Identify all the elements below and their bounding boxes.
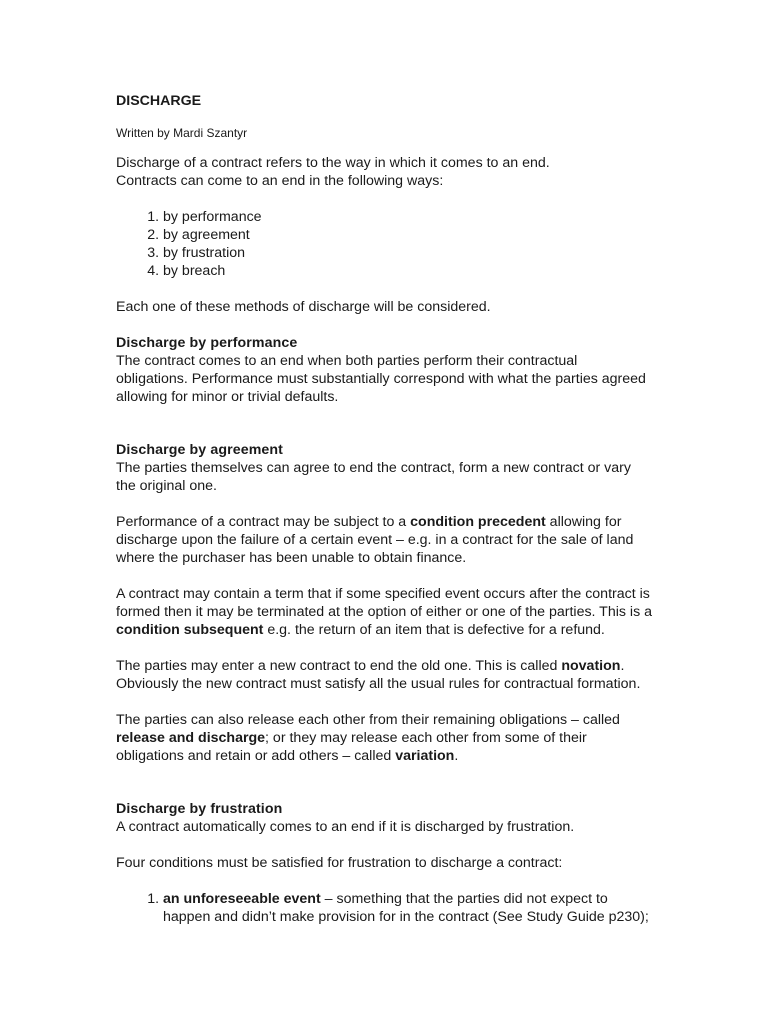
list-item: 1. by performance <box>163 208 652 226</box>
frustration-heading: Discharge by frustration <box>116 801 283 817</box>
text-span: ; or they may release each other from some of their obligations and retain or add others – called <box>116 730 587 764</box>
variation-term: variation <box>395 748 455 764</box>
frustration-section <box>116 800 652 836</box>
list-item: 2. by agreement <box>163 226 652 244</box>
intro-paragraph <box>116 154 652 190</box>
document-page <box>116 92 652 926</box>
novation-paragraph <box>116 657 652 693</box>
document-title: DISCHARGE <box>116 93 202 109</box>
text-span: The parties may enter a new contract to end the old one. This is called <box>116 658 562 674</box>
novation-term: novation <box>561 658 621 674</box>
agreement-text: The parties themselves can agree to end the contract, form a new contract or vary the original one. <box>116 460 631 494</box>
text-span: – something that the parties did not expect to happen and didn’t make provision for in the contract (See Study Guide p230); <box>163 891 649 925</box>
text-span: The parties can also release each other from their remaining obligations – called <box>116 712 620 728</box>
list-item: 4. by breach <box>163 262 652 280</box>
discharge-methods-list <box>116 208 652 280</box>
text-span: A contract may contain a term that if some specified event occurs after the contract is formed then it may be terminated at the option of either or one of the parties. This is a <box>116 586 653 620</box>
release-paragraph <box>116 711 652 765</box>
frustration-conditions-intro: Four conditions must be satisfied for frustration to discharge a contract: <box>116 855 563 871</box>
agreement-section <box>116 441 652 495</box>
list-item: 3. by frustration <box>163 244 652 262</box>
condition-precedent-paragraph <box>116 513 652 567</box>
condition-subsequent-paragraph <box>116 585 652 639</box>
intro-line-2: Contracts can come to an end in the following ways: <box>116 173 444 189</box>
text-span: allowing for discharge upon the failure of a certain event – e.g. in a contract for the sale of land where the purchaser has been unable to obtain finance. <box>116 514 634 566</box>
text-span: Performance of a contract may be subject to a <box>116 514 411 530</box>
intro-line-1: Discharge of a contract refers to the way in which it comes to an end. <box>116 155 550 171</box>
release-and-discharge-term: release and discharge <box>116 730 266 746</box>
performance-text: The contract comes to an end when both parties perform their contractual obligations. Performance must substantially correspond with what the parties agreed allowing for minor or trivial defaults. <box>116 353 646 405</box>
list-item <box>163 890 652 926</box>
document-author: Written by Mardi Szantyr <box>116 126 248 140</box>
frustration-text: A contract automatically comes to an end if it is discharged by frustration. <box>116 819 575 835</box>
performance-heading: Discharge by performance <box>116 335 298 351</box>
performance-section <box>116 334 652 406</box>
text-span: . <box>454 748 459 764</box>
text-span: . Obviously the new contract must satisfy all the usual rules for contractual formation. <box>116 658 641 692</box>
agreement-heading: Discharge by agreement <box>116 442 283 458</box>
condition-subsequent-term: condition subsequent <box>116 622 264 638</box>
frustration-conditions-list <box>116 890 652 926</box>
considered-paragraph: Each one of these methods of discharge will be considered. <box>116 299 491 315</box>
condition-precedent-term: condition precedent <box>410 514 546 530</box>
text-span: e.g. the return of an item that is defective for a refund. <box>263 622 605 638</box>
unforeseeable-event-term: an unforeseeable event <box>163 891 321 907</box>
